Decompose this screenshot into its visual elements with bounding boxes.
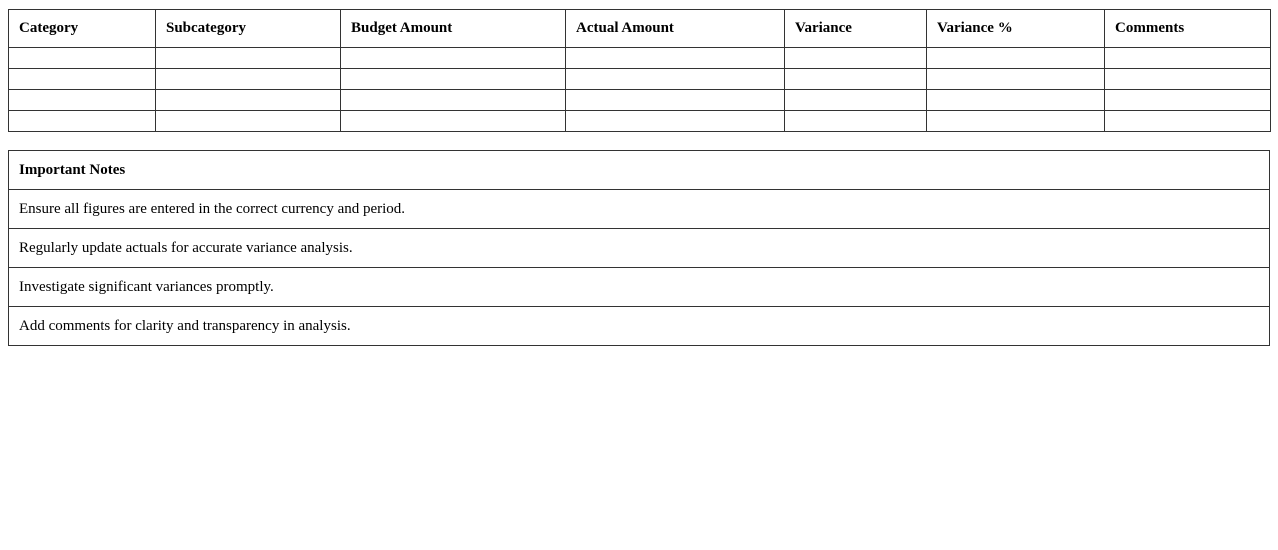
table-cell[interactable] (927, 90, 1105, 111)
table-cell[interactable] (1105, 48, 1271, 69)
header-subcategory: Subcategory (156, 10, 341, 48)
note-item: Regularly update actuals for accurate variance analysis. (9, 229, 1270, 268)
table-cell[interactable] (785, 111, 927, 132)
table-row (9, 69, 1271, 90)
table-cell[interactable] (156, 111, 341, 132)
header-actual-amount: Actual Amount (566, 10, 785, 48)
table-cell[interactable] (1105, 111, 1271, 132)
table-cell[interactable] (341, 90, 566, 111)
notes-table (8, 150, 1270, 346)
header-comments: Comments (1105, 10, 1271, 48)
note-item: Investigate significant variances promptly. (9, 268, 1270, 307)
table-row (9, 48, 1271, 69)
header-row (9, 10, 1271, 48)
table-cell[interactable] (566, 69, 785, 90)
budget-table (8, 9, 1271, 132)
table-cell[interactable] (156, 90, 341, 111)
table-cell[interactable] (156, 69, 341, 90)
table-cell[interactable] (341, 48, 566, 69)
table-cell[interactable] (785, 90, 927, 111)
table-cell[interactable] (785, 48, 927, 69)
table-cell[interactable] (566, 90, 785, 111)
table-row (9, 90, 1271, 111)
table-cell[interactable] (9, 90, 156, 111)
table-cell[interactable] (1105, 69, 1271, 90)
table-cell[interactable] (9, 69, 156, 90)
table-cell[interactable] (341, 69, 566, 90)
table-row (9, 111, 1271, 132)
note-item: Add comments for clarity and transparency in analysis. (9, 307, 1270, 346)
table-cell[interactable] (927, 111, 1105, 132)
header-variance-percent: Variance % (927, 10, 1105, 48)
table-cell[interactable] (566, 48, 785, 69)
header-budget-amount: Budget Amount (341, 10, 566, 48)
table-cell[interactable] (1105, 90, 1271, 111)
table-cell[interactable] (341, 111, 566, 132)
notes-title: Important Notes (9, 151, 1270, 190)
table-cell[interactable] (927, 69, 1105, 90)
table-cell[interactable] (566, 111, 785, 132)
note-item: Ensure all figures are entered in the correct currency and period. (9, 190, 1270, 229)
table-cell[interactable] (927, 48, 1105, 69)
header-category: Category (9, 10, 156, 48)
header-variance: Variance (785, 10, 927, 48)
table-cell[interactable] (156, 48, 341, 69)
table-cell[interactable] (9, 111, 156, 132)
table-cell[interactable] (9, 48, 156, 69)
table-cell[interactable] (785, 69, 927, 90)
